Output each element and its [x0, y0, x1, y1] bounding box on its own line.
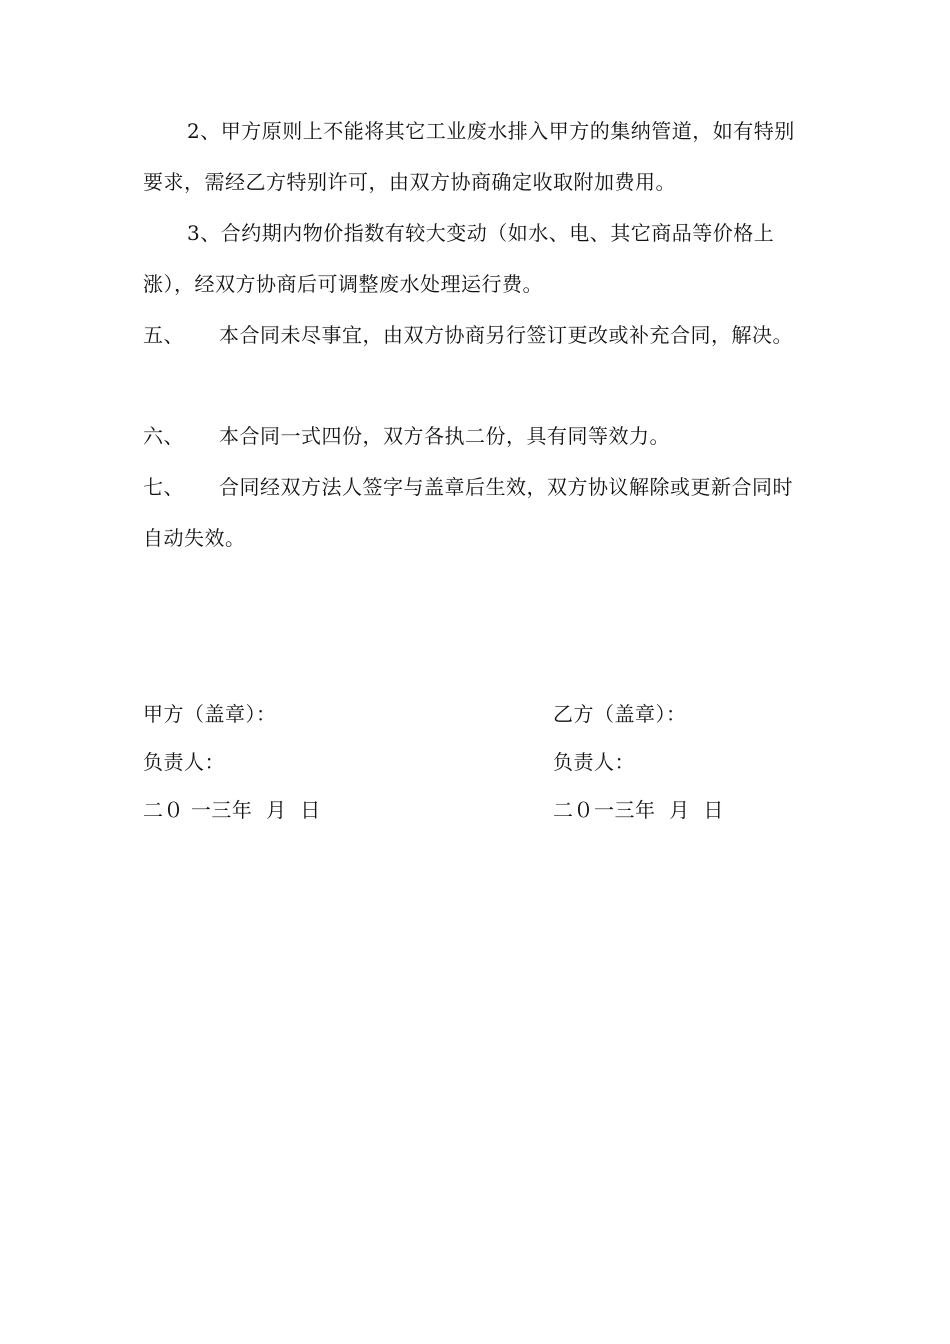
- signature-block-party-b: [553, 690, 724, 834]
- party-a-date: 二０ 一三年 月 日: [143, 798, 321, 822]
- clause-five: [143, 310, 808, 361]
- party-b-date: 二０一三年 月 日: [553, 798, 724, 822]
- paragraph-item-2: 2、甲方原则上不能将其它工业废水排入甲方的集纳管道，如有特别要求，需经乙方特别许可，由双方协商确定收取附加费用。: [143, 119, 795, 194]
- clause-seven-number: 七、: [143, 475, 184, 499]
- signature-block-party-a: [143, 690, 321, 834]
- party-a-seal-label: 甲方（盖章）：: [143, 702, 277, 726]
- clause-seven-text: 合同经双方法人签字与盖章后生效，双方协议解除或更新合同时 自动失效。: [143, 475, 793, 550]
- clause-six-text: 本合同一式四份，双方各执二份，具有同等效力。: [219, 424, 670, 448]
- clause-six: [143, 411, 808, 462]
- paragraph-item-3: 3、合约期内物价指数有较大变动（如水、电、其它商品等价格上涨），经双方协商后可调整废水处理运行费。: [143, 221, 775, 296]
- clause-five-text: 本合同未尽事宜，由双方协商另行签订更改或补充合同，解决。: [219, 323, 793, 347]
- clause-seven: [143, 462, 808, 564]
- party-a-responsible-label: 负责人：: [143, 750, 225, 774]
- party-b-responsible-label: 负责人：: [553, 750, 635, 774]
- party-b-seal-label: 乙方（盖章）：: [553, 702, 687, 726]
- clause-six-number: 六、: [143, 424, 184, 448]
- clause-five-number: 五、: [143, 323, 184, 347]
